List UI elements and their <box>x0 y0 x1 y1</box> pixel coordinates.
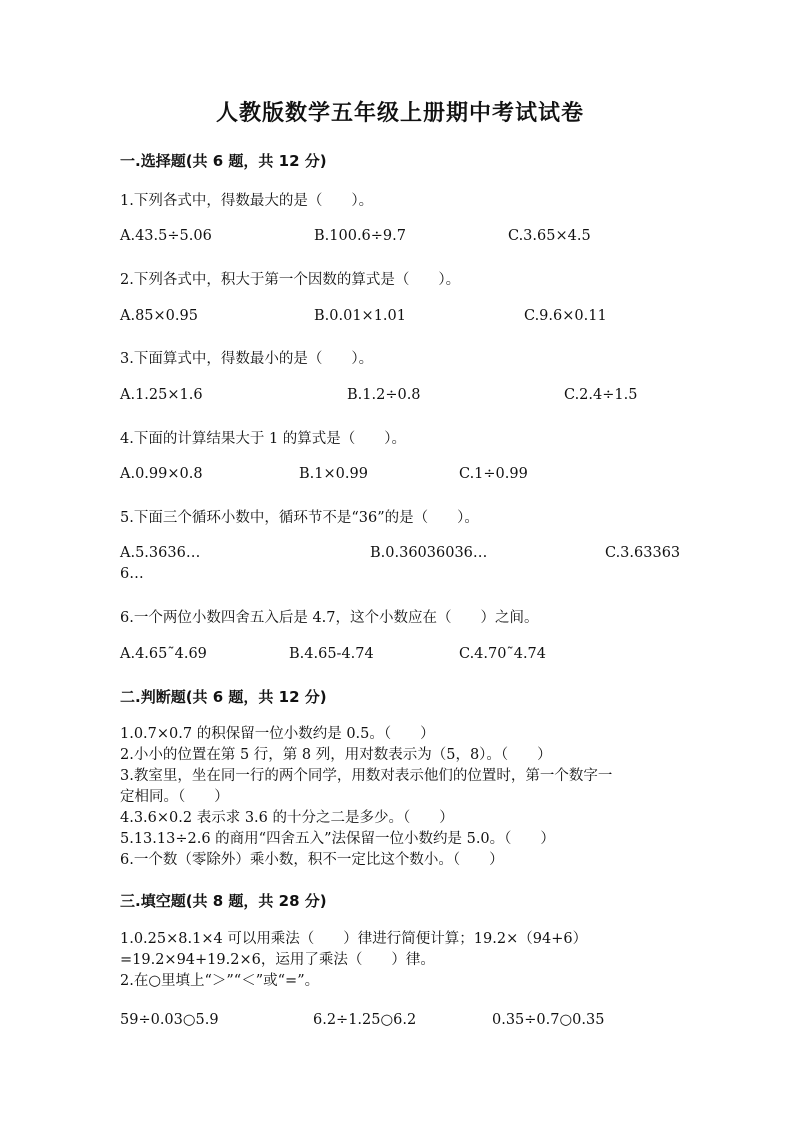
choice-3-option-c: C.2.4÷1.5 <box>564 387 638 403</box>
compare-item-b: 6.2÷1.25○6.2 <box>313 1012 417 1028</box>
choice-5-option-b: B.0.36036036… <box>370 545 488 561</box>
choice-2-option-a: A.85×0.95 <box>120 308 198 324</box>
choice-question-6: 6.一个两位小数四舍五入后是 4.7，这个小数应在（ ）之间。 <box>120 610 539 626</box>
choice-5-option-c-wrap: 6… <box>120 566 144 582</box>
choice-3-option-b: B.1.2÷0.8 <box>347 387 421 403</box>
fill-line-1: 1.0.25×8.1×4 可以用乘法（ ）律进行简便计算；19.2×（94+6） <box>120 931 588 947</box>
choice-question-4: 4.下面的计算结果大于 1 的算式是（ ）。 <box>120 431 407 447</box>
choice-2-option-b: B.0.01×1.01 <box>314 308 406 324</box>
exam-title: 人教版数学五年级上册期中考试试卷 <box>215 101 584 126</box>
section-heading-judge: 二.判断题(共 6 题，共 12 分) <box>120 688 327 706</box>
compare-item-c: 0.35÷0.7○0.35 <box>492 1012 605 1028</box>
choice-question-1: 1.下列各式中，得数最大的是（ ）。 <box>120 193 374 209</box>
choice-5-option-a: A.5.3636… <box>120 545 201 561</box>
choice-question-2: 2.下列各式中，积大于第一个因数的算式是（ ）。 <box>120 272 461 288</box>
choice-6-option-b: B.4.65-4.74 <box>289 646 374 662</box>
choice-2-option-c: C.9.6×0.11 <box>524 308 607 324</box>
choice-question-3: 3.下面算式中，得数最小的是（ ）。 <box>120 351 374 367</box>
choice-5-option-c: C.3.63363 <box>605 545 681 561</box>
compare-item-a: 59÷0.03○5.9 <box>120 1012 219 1028</box>
judge-line-3-wrap: 定相同。（ ） <box>120 789 229 805</box>
judge-line-4: 4.3.6×0.2 表示求 3.6 的十分之二是多少。（ ） <box>120 810 454 826</box>
judge-line-1: 1.0.7×0.7 的积保留一位小数约是 0.5。（ ） <box>120 726 435 742</box>
section-heading-fill: 三.填空题(共 8 题，共 28 分) <box>120 892 327 910</box>
choice-4-option-b: B.1×0.99 <box>299 466 368 482</box>
choice-1-option-a: A.43.5÷5.06 <box>120 228 212 244</box>
choice-3-option-a: A.1.25×1.6 <box>120 387 203 403</box>
choice-1-option-b: B.100.6÷9.7 <box>314 228 406 244</box>
choice-4-option-c: C.1÷0.99 <box>459 466 528 482</box>
choice-question-5: 5.下面三个循环小数中，循环节不是“36”的是（ ）。 <box>120 510 479 526</box>
judge-line-2: 2.小小的位置在第 5 行，第 8 列，用对数表示为（5，8）。（ ） <box>120 747 552 763</box>
fill-line-1-wrap: =19.2×94+19.2×6，运用了乘法（ ）律。 <box>120 952 435 968</box>
choice-1-option-c: C.3.65×4.5 <box>508 228 591 244</box>
judge-line-3: 3.教室里，坐在同一行的两个同学，用数对表示他们的位置时，第一个数字一 <box>120 768 613 784</box>
fill-line-2: 2.在○里填上“＞”“＜”或“=”。 <box>120 973 320 989</box>
section-heading-choice: 一.选择题(共 6 题，共 12 分) <box>120 152 327 170</box>
choice-6-option-c: C.4.70˜4.74 <box>459 646 547 662</box>
choice-4-option-a: A.0.99×0.8 <box>120 466 203 482</box>
judge-line-6: 6.一个数（零除外）乘小数，积不一定比这个数小。（ ） <box>120 852 504 868</box>
judge-line-5: 5.13.13÷2.6 的商用“四舍五入”法保留一位小数约是 5.0。（ ） <box>120 831 555 847</box>
choice-6-option-a: A.4.65˜4.69 <box>120 646 207 662</box>
